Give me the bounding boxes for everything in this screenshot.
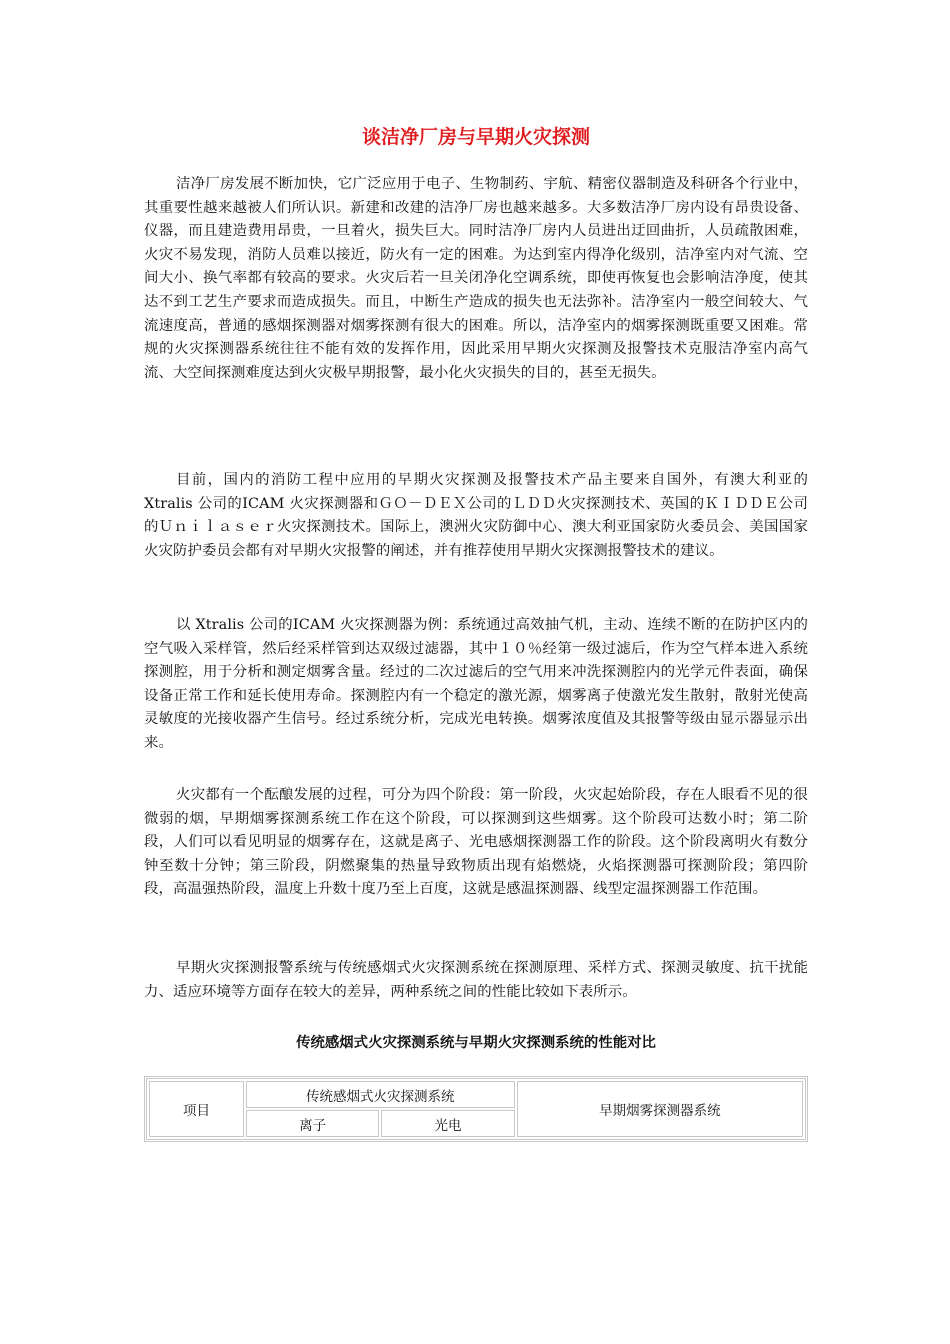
- header-early: 早期烟雾探测器系统: [517, 1081, 803, 1137]
- paragraph-fire-stages: 火灾都有一个酝酿发展的过程，可分为四个阶段：第一阶段，火灾起始阶段，存在人眼看不见的很微弱的烟，早期烟雾探测系统工作在这个阶段，可以探测到这些烟雾。这个阶段可达数小时；第二阶段，人们可以看见明显的烟雾存在，这就是离子、光电感烟探测器工作的阶段。这个阶段离明火有数分钟至数十分钟；第三阶段，阴燃聚集的热量导致物质出现有焰燃烧，火焰探测器可探测阶段；第四阶段，高温强热阶段，温度上升数十度乃至上百度，这就是感温探测器、线型定温探测器工作范围。: [144, 787, 808, 898]
- header-item: 项目: [149, 1081, 244, 1137]
- paragraph-products: 目前，国内的消防工程中应用的早期火灾探测及报警技术产品主要来自国外，有澳大利亚的 Xtralis 公司的ICAM 火灾探测器和ＧＯ－ＤＥＸ公司的ＬＤＤ火灾探测技术、英国的ＫＩＤＤＥ公司的Ｕｎｉｌａｓｅｒ火灾探测技术。国际上，澳洲火灾防御中心、澳大利亚国家防火委员会、美国国家火灾防护委员会都有对早期火灾报警的阐述，并有推荐使用早期火灾探测报警技术的建议。: [144, 472, 808, 559]
- document-title: 谈洁净厂房与早期火灾探测: [361, 126, 590, 148]
- header-photoelectric: 光电: [381, 1110, 514, 1137]
- paragraph-intro: 洁净厂房发展不断加快，它广泛应用于电子、生物制药、宇航、精密仪器制造及科研各个行业中，其重要性越来越被人们所认识。新建和改建的洁净厂房也越来越多。大多数洁净厂房内设有昂贵设备、仪器，而且建造费用昂贵，一旦着火，损失巨大。同时洁净厂房内人员进出迂回曲折，人员疏散困难，火灾不易发现，消防人员难以接近，防火有一定的困难。为达到室内得净化级别，洁净室内对气流、空间大小、换气率都有较高的要求。火灾后若一旦关闭净化空调系统，即使再恢复也会影响洁净度，使其达不到工艺生产要求而造成损失。而且，中断生产造成的损失也无法弥补。洁净室内一般空间较大、气流速度高，普通的感烟探测器对烟雾探测有很大的困难。所以，洁净室内的烟雾探测既重要又困难。常规的火灾探测器系统往往不能有效的发挥作用，因此采用早期火灾探测及报警技术克服洁净室内高气流、大空间探测难度达到火灾极早期报警，最小化火灾损失的目的，甚至无损失。: [144, 176, 808, 381]
- table-header-row: [149, 1081, 803, 1108]
- header-ion: 离子: [246, 1110, 379, 1137]
- paragraph-comparison-intro: 早期火灾探测报警系统与传统感烟式火灾探测系统在探测原理、采样方式、探测灵敏度、抗干扰能力、适应环境等方面存在较大的差异，两种系统之间的性能比较如下表所示。: [144, 960, 808, 1000]
- paragraph-icam-example: 以 Xtralis 公司的ICAM 火灾探测器为例：系统通过高效抽气机，主动、连续不断的在防护区内的空气吸入采样管，然后经采样管到达双级过滤器，其中１０％经第一级过滤后，作为空气样本进入系统探测腔，用于分析和测定烟雾含量。经过的二次过滤后的空气用来冲洗探测腔内的光学元件表面，确保设备正常工作和延长使用寿命。探测腔内有一个稳定的激光源，烟雾离子使激光发生散射，散射光使高灵敏度的光接收器产生信号。经过系统分析，完成光电转换。烟雾浓度值及其报警等级由显示器显示出来。: [144, 617, 808, 751]
- table-title: 传统感烟式火灾探测系统与早期火灾探测系统的性能对比: [296, 1035, 656, 1051]
- header-traditional: 传统感烟式火灾探测系统: [246, 1081, 515, 1108]
- comparison-table: [144, 1076, 808, 1142]
